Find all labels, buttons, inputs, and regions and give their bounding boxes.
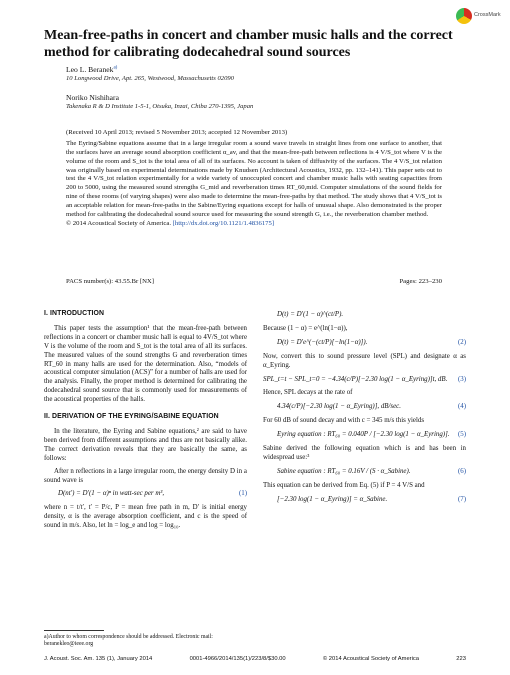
left-column [44,306,247,535]
section-derivation-heading: II. DERIVATION OF THE EYRING/SABINE EQUATION [44,413,219,421]
decay-paragraph: Hence, SPL decays at the rate of [263,389,353,397]
equation-6-number[interactable]: (6) [457,467,466,475]
pacs-line [66,278,442,285]
author-1-affiliation: 10 Longwood Drive, Apt. 265, Westwood, Massachusetts 02090 [66,75,234,82]
equation-3 [263,376,466,385]
equation-1 [44,490,247,499]
equation-4 [263,403,466,412]
page-footer [44,656,466,662]
equation-2-number[interactable]: (2) [457,338,466,346]
spl-paragraph: Now, convert this to sound pressure level (SPL) and designate α as α_Eyring. [263,352,466,369]
footer-page-number: 223 [456,656,466,662]
right-column [263,306,466,510]
equation-4-number[interactable]: (4) [457,403,466,411]
abstract [66,140,442,228]
footer-society: © 2014 Acoustical Society of America [322,656,420,662]
derivation-paragraph-2: After n reflections in a large irregular room, the energy density D in a sound wave is [44,467,247,484]
crossmark-badge[interactable] [456,8,500,30]
sixty-db-paragraph: For 60 dB of sound decay and with c = 345 m/s this yields [263,417,425,425]
doi-link[interactable]: [http://dx.doi.org/10.1121/1.4836175] [172,219,275,227]
pacs-numbers: PACS number(s): 43.55.Br [NX] [66,278,154,285]
equation-5-body: Eyring equation : RT₆₀ = 0.040P / [−2.30 log(1 − α_Eyring)]. [277,431,450,439]
footer-journal: J. Acoust. Soc. Am. 135 (1), January 2014 [44,656,153,662]
derivation-paragraph-1: In the literature, the Eyring and Sabine equations,² are said to have been derived from different assumptions and thus are not basically alike. The correct derivation reveals that they are basically the same, as follows: [44,427,247,462]
equation-4-body: 4.34(c/P)[−2.30 log(1 − α_Eyring)], dB/sec. [277,403,401,411]
equation-2-body: D(t) = D′e^(−(ct/P)[−ln(1−α)]). [277,338,368,346]
crossmark-icon [456,8,472,24]
equation-6-body: Sabine equation : RT₆₀ = 0.16V / (S · α_Sabine). [277,467,411,475]
equation-3-number[interactable]: (3) [457,375,466,383]
equation-7-body: [−2.30 log(1 − α_Eyring)] = α_Sabine. [277,495,388,503]
footnote-rule [44,630,104,631]
equation-unnumbered-body: D(t) = D′(1 − α)^(ct/P). [277,311,344,318]
section-introduction-heading: I. INTRODUCTION [44,310,105,317]
equation-7-number[interactable]: (7) [457,495,466,503]
author-1-name: Leo L. Beranek [66,65,114,74]
because-line: Because (1 − α) = e^(ln(1−α)), [263,324,348,332]
equation-unnumbered [263,311,466,320]
equation-5 [263,431,466,440]
equation-1-body: D(nt′) = D′(1 − α)ⁿ in watt-sec per m³, [58,490,165,498]
received-dates: (Received 10 April 2013; revised 5 November 2013; accepted 12 November 2013) [66,129,288,136]
abstract-text: The Eyring/Sabine equations assume that in a large irregular room a sound wave travels in straight lines from one surface to another, that the surfaces have an average sound absorption coefficient α_av, and that the mean-free-path between reflections is 4 V/S_tot where V is the volume of the room and S_tot is the total area of all of its surfaces. No account is taken of diffusivity of the surfaces. The 4 V/S_tot relation was originally based on experimental determinations made by Knudsen (Architectural Acoustics, 1932, pp. 132–141). This paper sets out to test the 4 V/S_tot relation experimentally for a wide variety of unoccupied concert and chamber music halls with seating capacities from 200 to 5000, using the measured sound strengths G_mid and reverberation times RT_60,mid. Computer simulations of the sound fields for nine of these rooms (of varying shapes) were also made to determine the mean-free-paths by that method. The study shows that 4 V/S_tot is an acceptable relation for mean-free-paths in the Sabine/Eyring equations except for halls of unusual shape. Also demonstrated is the proper method for calibrating the dodecahedral sound source used for measuring the sound strength G, i.e., the reverberation chamber method. [66,140,442,218]
author-1 [66,65,117,74]
author-2-affiliation: Takenaka R & D Institute 1-5-1, Otsuka, Inzai, Chiba 270-1395, Japan [66,103,254,110]
equation-1-number[interactable]: (1) [238,490,247,498]
equation-3-body: SPL_t=t − SPL_t=0 = −4.34(c/P)[−2.30 log(1 − α_Eyring)]t, dB. [263,375,448,383]
equation-7 [263,496,466,505]
footnote: a)Author to whom correspondence should be addressed. Electronic mail: beranekleo@ieee.org [44,634,213,647]
pages-range: Pages: 223–230 [399,278,442,285]
sabine-paragraph: Sabine derived the following equation which is and has been in widespread use:³ [263,445,466,461]
author-2-name: Noriko Nishihara [66,93,119,102]
equation-2 [263,339,466,348]
author-1-footnote-mark[interactable]: a) [113,65,118,71]
crossmark-label: CrossMark [474,12,501,18]
paper-title: Mean-free-paths in concert and chamber music halls and the correct method for calibrating dodecahedral sound sources [44,28,453,60]
author-2 [66,93,119,102]
derive-paragraph: This equation can be derived from Eq. (5) if P = 4 V/S and [263,481,425,489]
footer-code: 0001-4966/2014/135(1)/223/8/$30.00 [189,656,286,662]
equation-6 [263,468,466,477]
derivation-paragraph-3: where n = t/t′, t′ = P/c, P = mean free path in m, D′ is initial energy density, α is the average absorption coefficient, and c is the speed of sound in m/s. Also, let ln = log_e and log = log₁₀. [44,504,247,530]
equation-5-number[interactable]: (5) [457,431,466,439]
intro-paragraph: This paper tests the assumption¹ that the mean-free-path between reflections in a concert or chamber music hall is equal to 4V/S_tot where V is the volume of the room and S_tot is the total area of all its surfaces. The measured values of the sound strengths G and reverberation times RT_60 in many halls are used for the determination. Also, “models of acoustical computer simulation (ACS)” for a number of halls are used for the analysis. Finally, the proper method is determined for calibrating the dodecahedral sound source that is commonly used for measurements of the acoustical properties of the halls. [44,324,247,404]
copyright: © 2014 Acoustical Society of America. [66,219,171,227]
